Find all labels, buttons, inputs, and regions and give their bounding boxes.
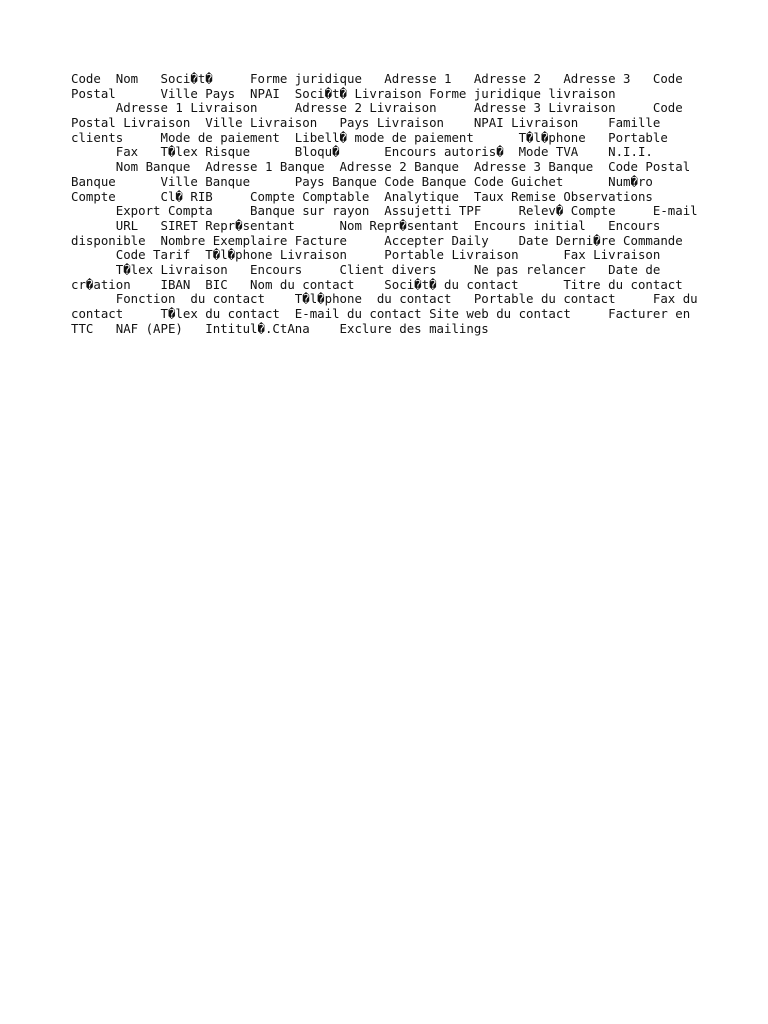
text-line: Adresse 1 Livraison Adresse 2 Livraison Adresse 3 Livraison Code — [71, 100, 683, 116]
text-line: clients Mode de paiement Libell� mode de paiement T�l�phone Portable — [71, 129, 668, 145]
text-line: Compte Cl� RIB Compte Comptable Analytique Taux Remise Observations — [71, 188, 653, 204]
text-line: Postal Ville Pays NPAI Soci�t� Livraison Forme juridique livraison — [71, 85, 616, 101]
text-line: Code Tarif T�l�phone Livraison Portable Livraison Fax Livraison — [71, 247, 661, 263]
text-line: Fonction du contact T�l�phone du contact Portable du contact Fax du — [71, 291, 698, 307]
text-line: contact T�lex du contact E-mail du contact Site web du contact Facturer en — [71, 306, 691, 321]
text-line: disponible Nombre Exemplaire Facture Accepter Daily Date Derni�re Commande — [71, 232, 683, 248]
text-line: Postal Livraison Ville Livraison Pays Livraison NPAI Livraison Famille — [71, 115, 661, 131]
text-line: Code Nom Soci�t� Forme juridique Adresse 1 Adresse 2 Adresse 3 Code — [71, 71, 683, 86]
text-line: cr�ation IBAN BIC Nom du contact Soci�t� du contact Titre du contact — [71, 276, 683, 292]
field-list-text — [71, 72, 711, 336]
text-line: T�lex Livraison Encours Client divers Ne pas relancer Date de — [71, 261, 661, 277]
text-line: Banque Ville Banque Pays Banque Code Banque Code Guichet Num�ro — [71, 173, 653, 189]
text-line: Export Compta Banque sur rayon Assujetti TPF Relev� Compte E-mail — [71, 203, 698, 219]
text-line: TTC NAF (APE) Intitul�.CtAna Exclure des mailings — [71, 320, 489, 336]
text-line: Nom Banque Adresse 1 Banque Adresse 2 Banque Adresse 3 Banque Code Postal — [71, 159, 691, 175]
text-line: Fax T�lex Risque Bloqu� Encours autoris� Mode TVA N.I.I. — [71, 144, 653, 160]
text-line: URL SIRET Repr�sentant Nom Repr�sentant Encours initial Encours — [71, 217, 661, 233]
